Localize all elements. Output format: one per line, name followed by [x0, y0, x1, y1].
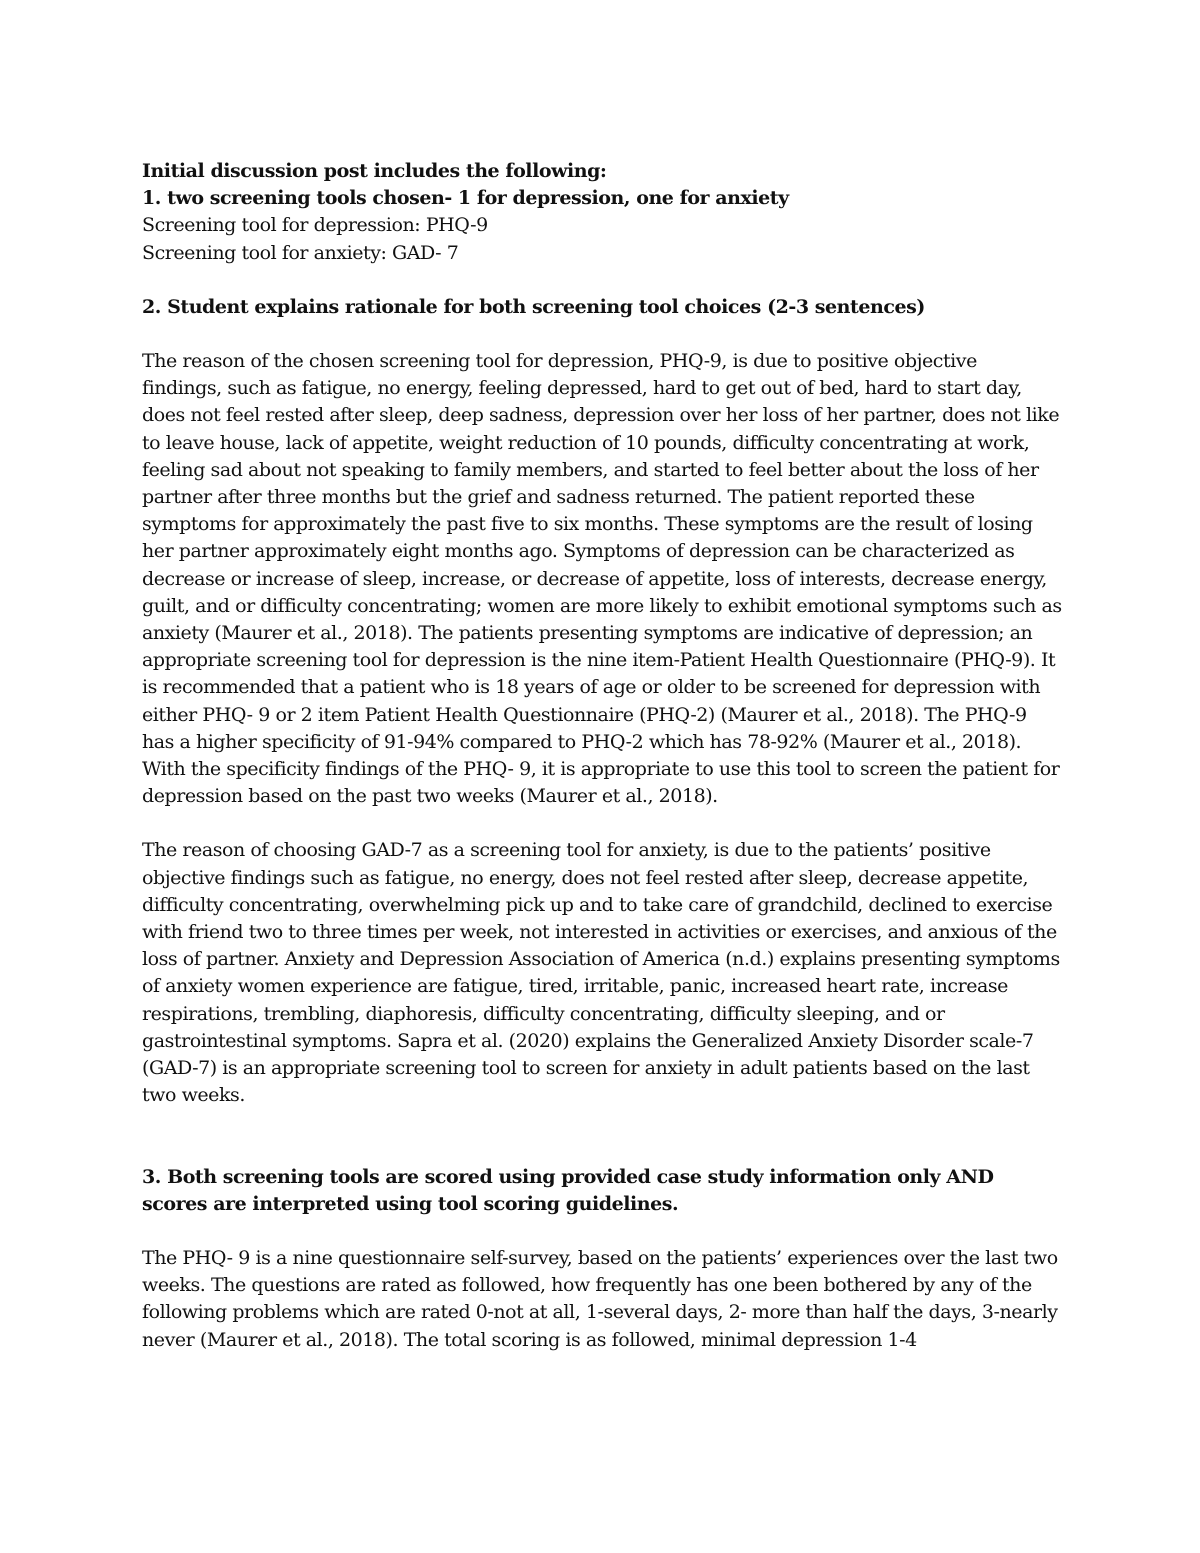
document-heading: Initial discussion post includes the following:: [142, 160, 607, 182]
phq9-scoring-paragraph: The PHQ- 9 is a nine questionnaire self-survey, based on the patients’ experiences over the last two weeks. The questions are rated as followed, how frequently has one been bothered by any of the following problems which are rated 0-not at all, 1-several days, 2- more than half the days, 3-nearly never (Maurer et al., 2018). The total scoring is as followed, minimal depression 1-4: [142, 1246, 1058, 1351]
item1-heading: 1. two screening tools chosen- 1 for depression, one for anxiety: [142, 187, 789, 210]
depression-tool-line: Screening tool for depression: PHQ-9: [142, 214, 488, 237]
document-page: [142, 158, 1062, 1354]
anxiety-rationale-paragraph: The reason of choosing GAD-7 as a screening tool for anxiety, is due to the patients’ positive objective findings such as fatigue, no energy, does not feel rested after sleep, decrease appetite, difficulty concentrating, overwhelming pick up and to take care of grandchild, declined to exercise with friend two to three times per week, not interested in activities or exercises, and anxious of the loss of partner. Anxiety and Depression Association of America (n.d.) explains presenting symptoms of anxiety women experience are fatigue, tired, irritable, panic, increased heart rate, increase respirations, trembling, diaphoresis, difficulty concentrating, difficulty sleeping, and or gastrointestinal symptoms. Sapra et al. (2020) explains the Generalized Anxiety Disorder scale-7 (GAD-7) is an appropriate screening tool to screen for anxiety in adult patients based on the last two weeks.: [142, 839, 1060, 1107]
item3-heading: 3. Both screening tools are scored using provided case study information only AND scores are interpreted using tool scoring guidelines.: [142, 1165, 994, 1215]
anxiety-tool-line: Screening tool for anxiety: GAD- 7: [142, 241, 459, 264]
item2-heading: 2. Student explains rationale for both screening tool choices (2-3 sentences): [142, 295, 925, 318]
depression-rationale-paragraph: The reason of the chosen screening tool for depression, PHQ-9, is due to positive objective findings, such as fatigue, no energy, feeling depressed, hard to get out of bed, hard to start day, does not feel rested after sleep, deep sadness, depression over her loss of her partner, does not like to leave house, lack of appetite, weight reduction of 10 pounds, difficulty concentrating at work, feeling sad about not speaking to family members, and started to feel better about the loss of her partner after three months but the grief and sadness returned. The patient reported these symptoms for approximately the past five to six months. These symptoms are the result of losing her partner approximately eight months ago. Symptoms of depression can be characterized as decrease or increase of sleep, increase, or decrease of appetite, loss of interests, decrease energy, guilt, and or difficulty concentrating; women are more likely to exhibit emotional symptoms such as anxiety (Maurer et al., 2018). The patients presenting symptoms are indicative of depression; an appropriate screening tool for depression is the nine item-Patient Health Questionnaire (PHQ-9). It is recommended that a patient who is 18 years of age or older to be screened for depression with either PHQ- 9 or 2 item Patient Health Questionnaire (PHQ-2) (Maurer et al., 2018). The PHQ-9 has a higher specificity of 91-94% compared to PHQ-2 which has 78-92% (Maurer et al., 2018). With the specificity findings of the PHQ- 9, it is appropriate to use this tool to screen the patient for depression based on the past two weeks (Maurer et al., 2018).: [142, 350, 1062, 808]
